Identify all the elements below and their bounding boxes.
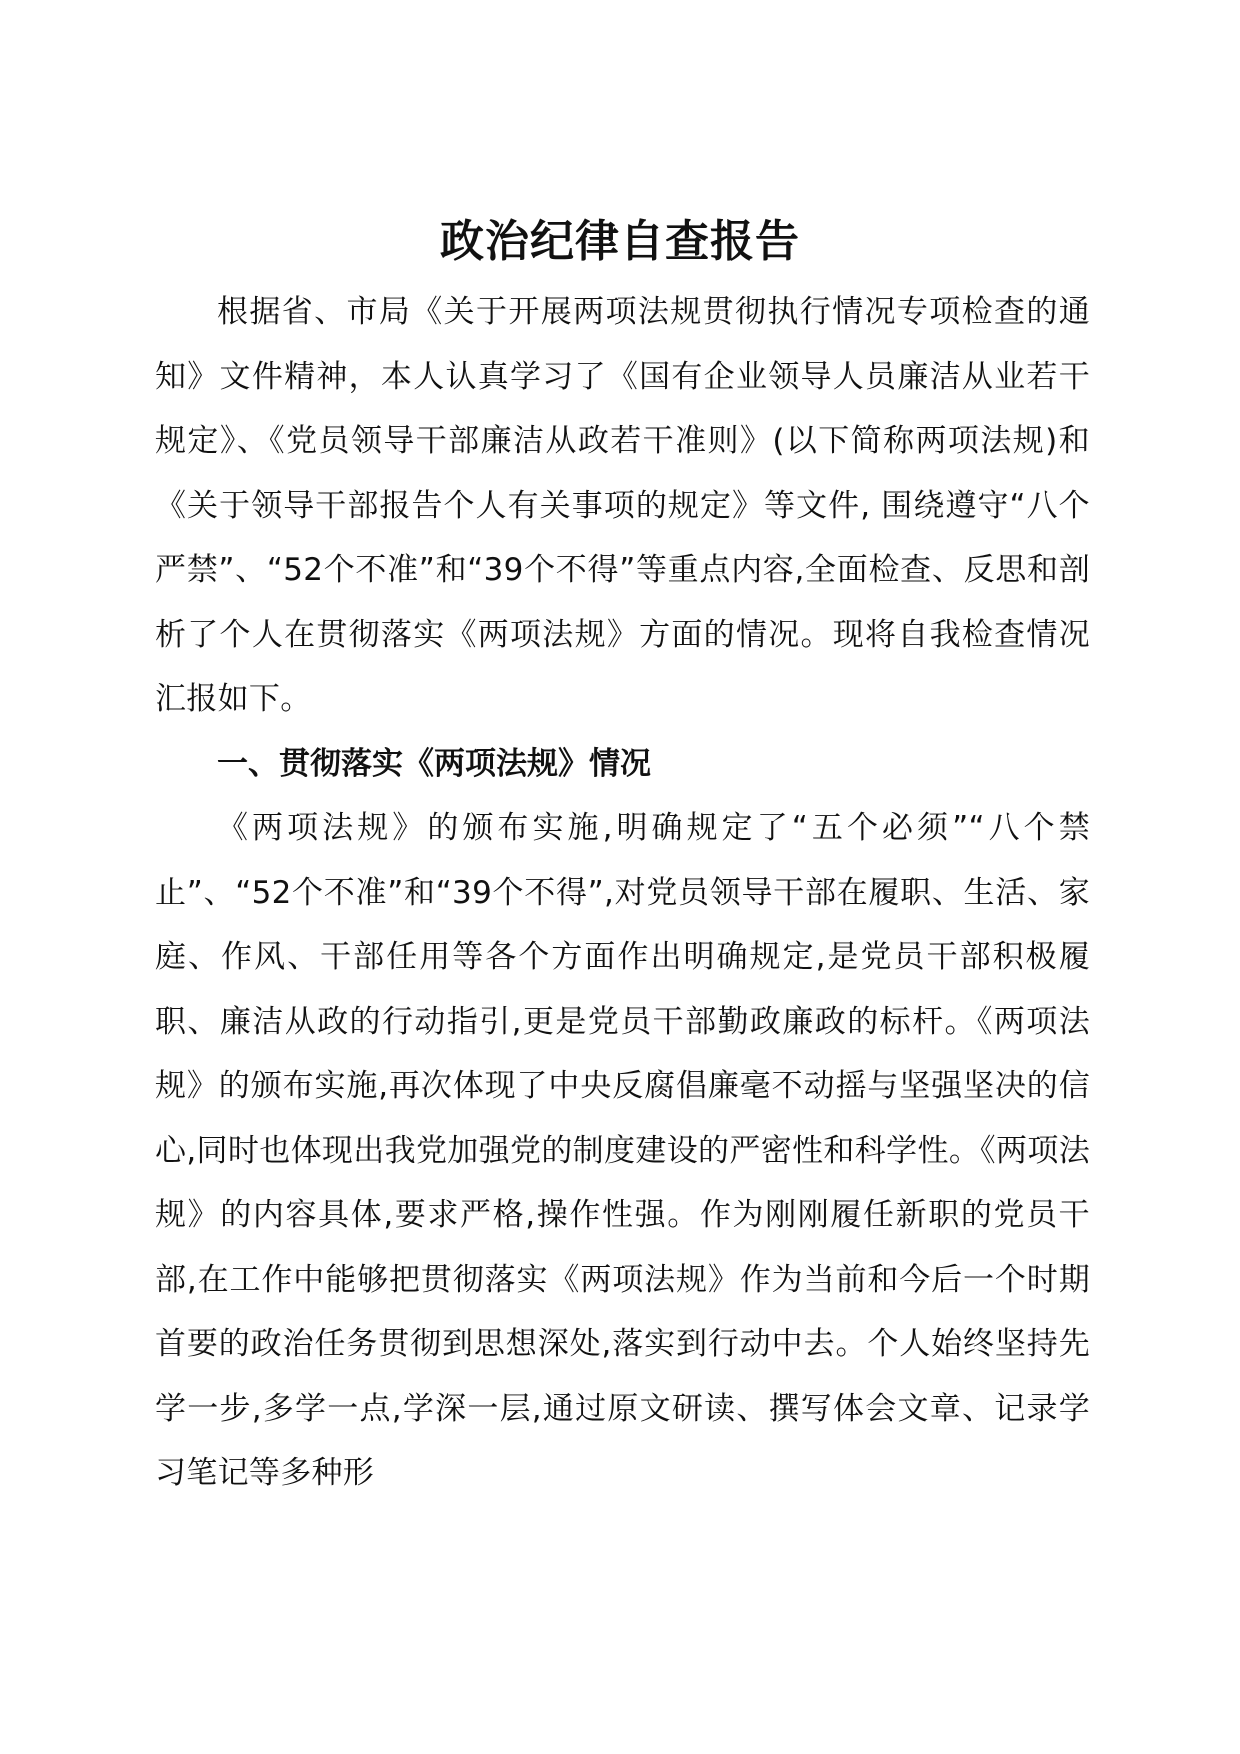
document-body [155,280,1090,1506]
document-title: 政治纪律自查报告 [440,216,800,267]
intro-paragraph: 根据省、市局《关于开展两项法规贯彻执行情况专项检查的通知》文件精神，本人认真学习了《国有企业领导人员廉洁从业若干规定》、《党员领导干部廉洁从政若干准则》(以下简称两项法规)和《关于领导干部报告个人有关事项的规定》等文件, 围绕遵守“八个严禁”、“52个不准”和“39个不得”等重点内容,全面检查、反思和剖析了个人在贯彻落实《两项法规》方面的情况。现将自我检查情况汇报如下。 [155,294,1090,717]
section-1-paragraph: 《两项法规》的颁布实施,明确规定了“五个必须”“八个禁止”、“52个不准”和“39个不得”,对党员领导干部在履职、生活、家庭、作风、干部任用等各个方面作出明确规定,是党员干部积极履职、廉洁从政的行动指引,更是党员干部勤政廉政的标杆。《两项法规》的颁布实施,再次体现了中央反腐倡廉毫不动摇与坚强坚决的信心,同时也体现出我党加强党的制度建设的严密性和科学性。《两项法规》的内容具体,要求严格,操作性强。作为刚刚履任新职的党员干部,在工作中能够把贯彻落实《两项法规》作为当前和今后一个时期首要的政治任务贯彻到思想深处,落实到行动中去。个人始终坚持先学一步,多学一点,学深一层,通过原文研读、撰写体会文章、记录学习笔记等多种形 [155,810,1090,1491]
section-heading-1: 一、贯彻落实《两项法规》情况 [217,745,651,782]
